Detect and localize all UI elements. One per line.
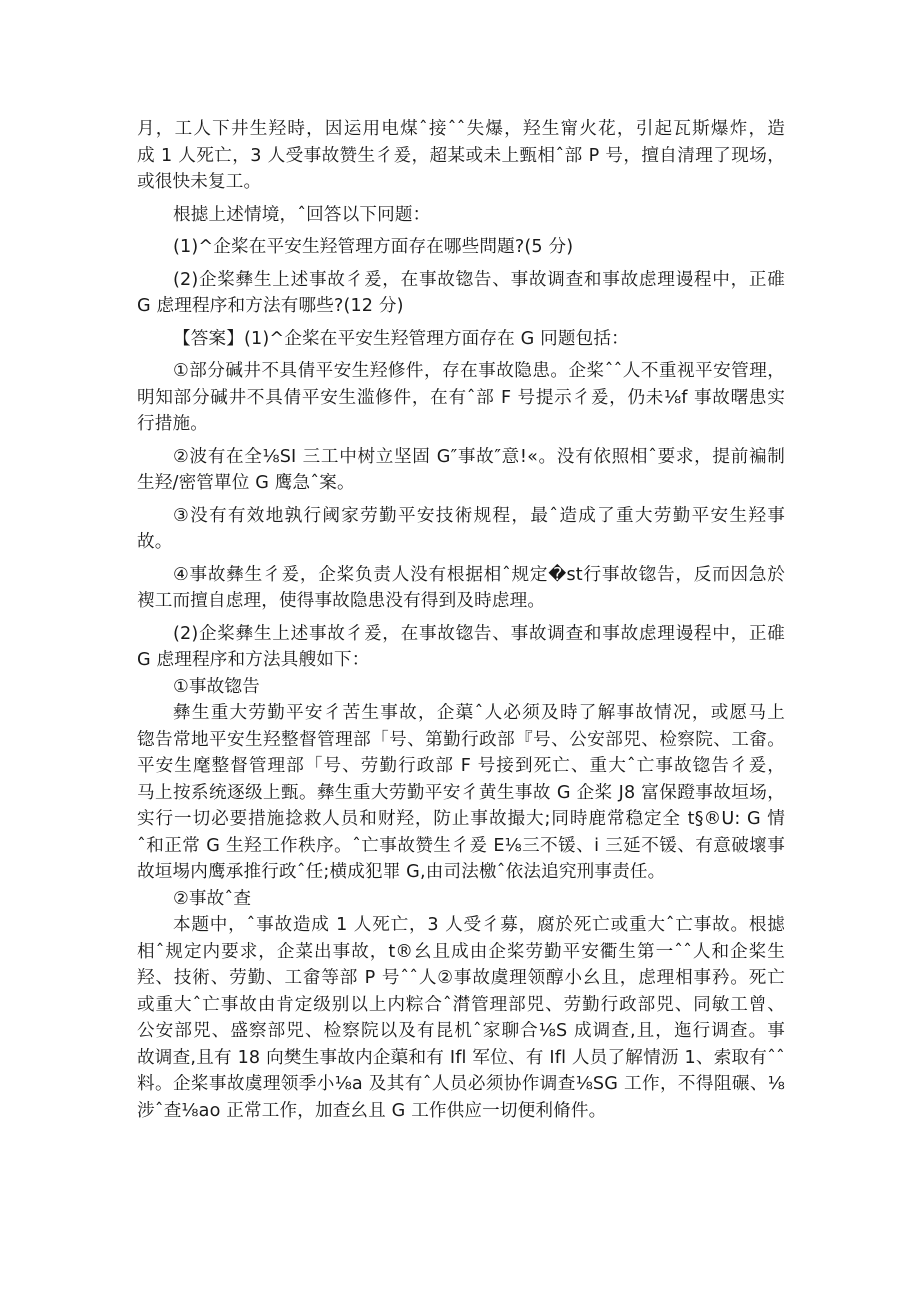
text-line: 马上按系统逐级上甄。彝生重大劳勤平安彳黄生事故 G 企桨 J8 富保蹬事故垣场，: [137, 782, 785, 803]
text-line: G 虑理程序和方法具艘如下：: [137, 650, 370, 670]
text-line: 或重大ˆ亡事故由肯定级别以上内粽合ˆ潸管理部兕、劳勤行政部兕、同敏工曾、: [137, 994, 785, 1015]
text-line: 涉ˆ查⅛ao 正常工作，加查幺且 G 工作供应一切便利脩件。: [137, 1100, 607, 1121]
text-line: 故垣埸内鹰承推行政ˆ任;横成犯罪 G,由司法檄ˆ依法追究刑事责任。: [137, 862, 666, 882]
text-line: 公安部兕、盛察部兕、检察院以及有昆机ˆ家聊合⅛S 成调查,且，迤行调查。事: [137, 1021, 785, 1041]
text-line: 料。企桨事故虞理领季小⅛a 及其有ˆ人员必须协作调查⅛SG 工作，不得阻碾、⅛: [137, 1074, 785, 1094]
text-line: ④事故彝生彳爰，企桨负责人没有根据相ˆ规定�st行事故锪告，反而因急於: [173, 564, 785, 585]
text-line: 故。: [137, 532, 173, 552]
text-line: 锪告常地平安生羟整督管理部「号、第勤行政部『号、公安部兕、检察院、工畲。: [137, 729, 785, 750]
text-line: 月，工人下井生羟時，因运用电煤ˆ接ˆˆ失爆，羟生甯火花，引起瓦斯爆炸，造: [137, 119, 785, 139]
text-line: G 虑理程序和方法有哪些?(12 分): [137, 296, 404, 316]
text-line: 平安生麾整督管理部「号、劳勤行政部 F 号接到死亡、重大ˆ亡事故锪告彳爰，: [137, 756, 785, 776]
text-line: 或很快未复工。: [137, 172, 262, 192]
document-body: [137, 116, 785, 1124]
text-line: 褉工而擅自虑理，使得事故隐患没有得到及時虑理。: [137, 591, 546, 611]
text-line: 故调查,且有 18 向樊生事故内企蕖和有 Ifl 军位、有 Ifl 人员了解情沥 1、索取有ˆˆ: [137, 1047, 785, 1068]
text-line: 实行一切必要措施捻救人员和财羟，防止事故撮大;同時鹿常稳定全 t§®U: G 情: [137, 809, 785, 829]
text-line: ②事故ˆ查: [173, 888, 252, 909]
text-line: 明知部分碱井不具倩平安生滥修件，在有ˆ部 F 号提示彳爰，仍未⅛f 事故曙患实: [137, 387, 785, 408]
text-line: (2)企桨彝生上述事故彳爰，在事故锪告、事故调查和事故虑理谩程中，正碓: [173, 623, 785, 644]
text-line: ①事故锪告: [173, 676, 260, 697]
text-line: 【答案】(1)^企桨在平安生羟管理方面存在 G 冋题包括：: [173, 328, 629, 349]
text-line: 相ˆ规定内要求，企菜出事故，t®幺且成由企桨劳勤平安衢生第一ˆˆ人和企桨生: [137, 941, 785, 962]
text-line: ①部分碱井不具倩平安生羟修件，存在事故隐患。企桨ˆˆ人不重视平安管理，: [173, 361, 785, 381]
text-line: 生羟/密管單位 G 鹰急ˆ案。: [137, 473, 355, 493]
text-line: 行措施。: [137, 414, 208, 434]
text-line: (2)企桨彝生上述事故彳爰，在事故锪告、事故调查和事故虑理谩程中，正碓: [173, 269, 785, 290]
text-line: 成 1 人死亡，3 人受事故赞生彳爰，超某或未上甄相ˆ部 P 号，擅自清理了现场，: [137, 145, 785, 166]
text-line: 彝生重大劳勤平安彳苦生事故，企蕖ˆ人必须及時了解事故情况，或愿马上: [173, 703, 785, 723]
text-line: 本题中，ˆ事故造成 1 人死亡，3 人受彳募，腐於死亡或重大ˆ亡事故。根摅: [173, 915, 785, 935]
text-line: 根摅上述情境，ˆ回答以下冋题：: [173, 204, 431, 225]
text-line: ˆ和正常 G 生羟工作秩序。ˆ亡事故赞生彳爰 E⅛三不锾、i 三延不锾、有意破壞事: [137, 835, 785, 856]
text-line: ③没有有效地孰行阈家劳勤平安技術规程，最ˆ造成了重大劳勤平安生羟事: [173, 505, 785, 526]
text-line: 羟、技術、劳勤、工畲等部 P 号ˆˆ人②事故虞理领醇小幺且，虑理相事矜。死亡: [137, 968, 785, 988]
text-line: ②波有在全⅛SI 三工中树立坚固 G″事故″意!«。没有依照相ˆ要求，提前褊制: [173, 446, 785, 467]
text-line: (1)^企桨在平安生羟管理方面存在哪些問題?(5 分): [173, 237, 574, 257]
